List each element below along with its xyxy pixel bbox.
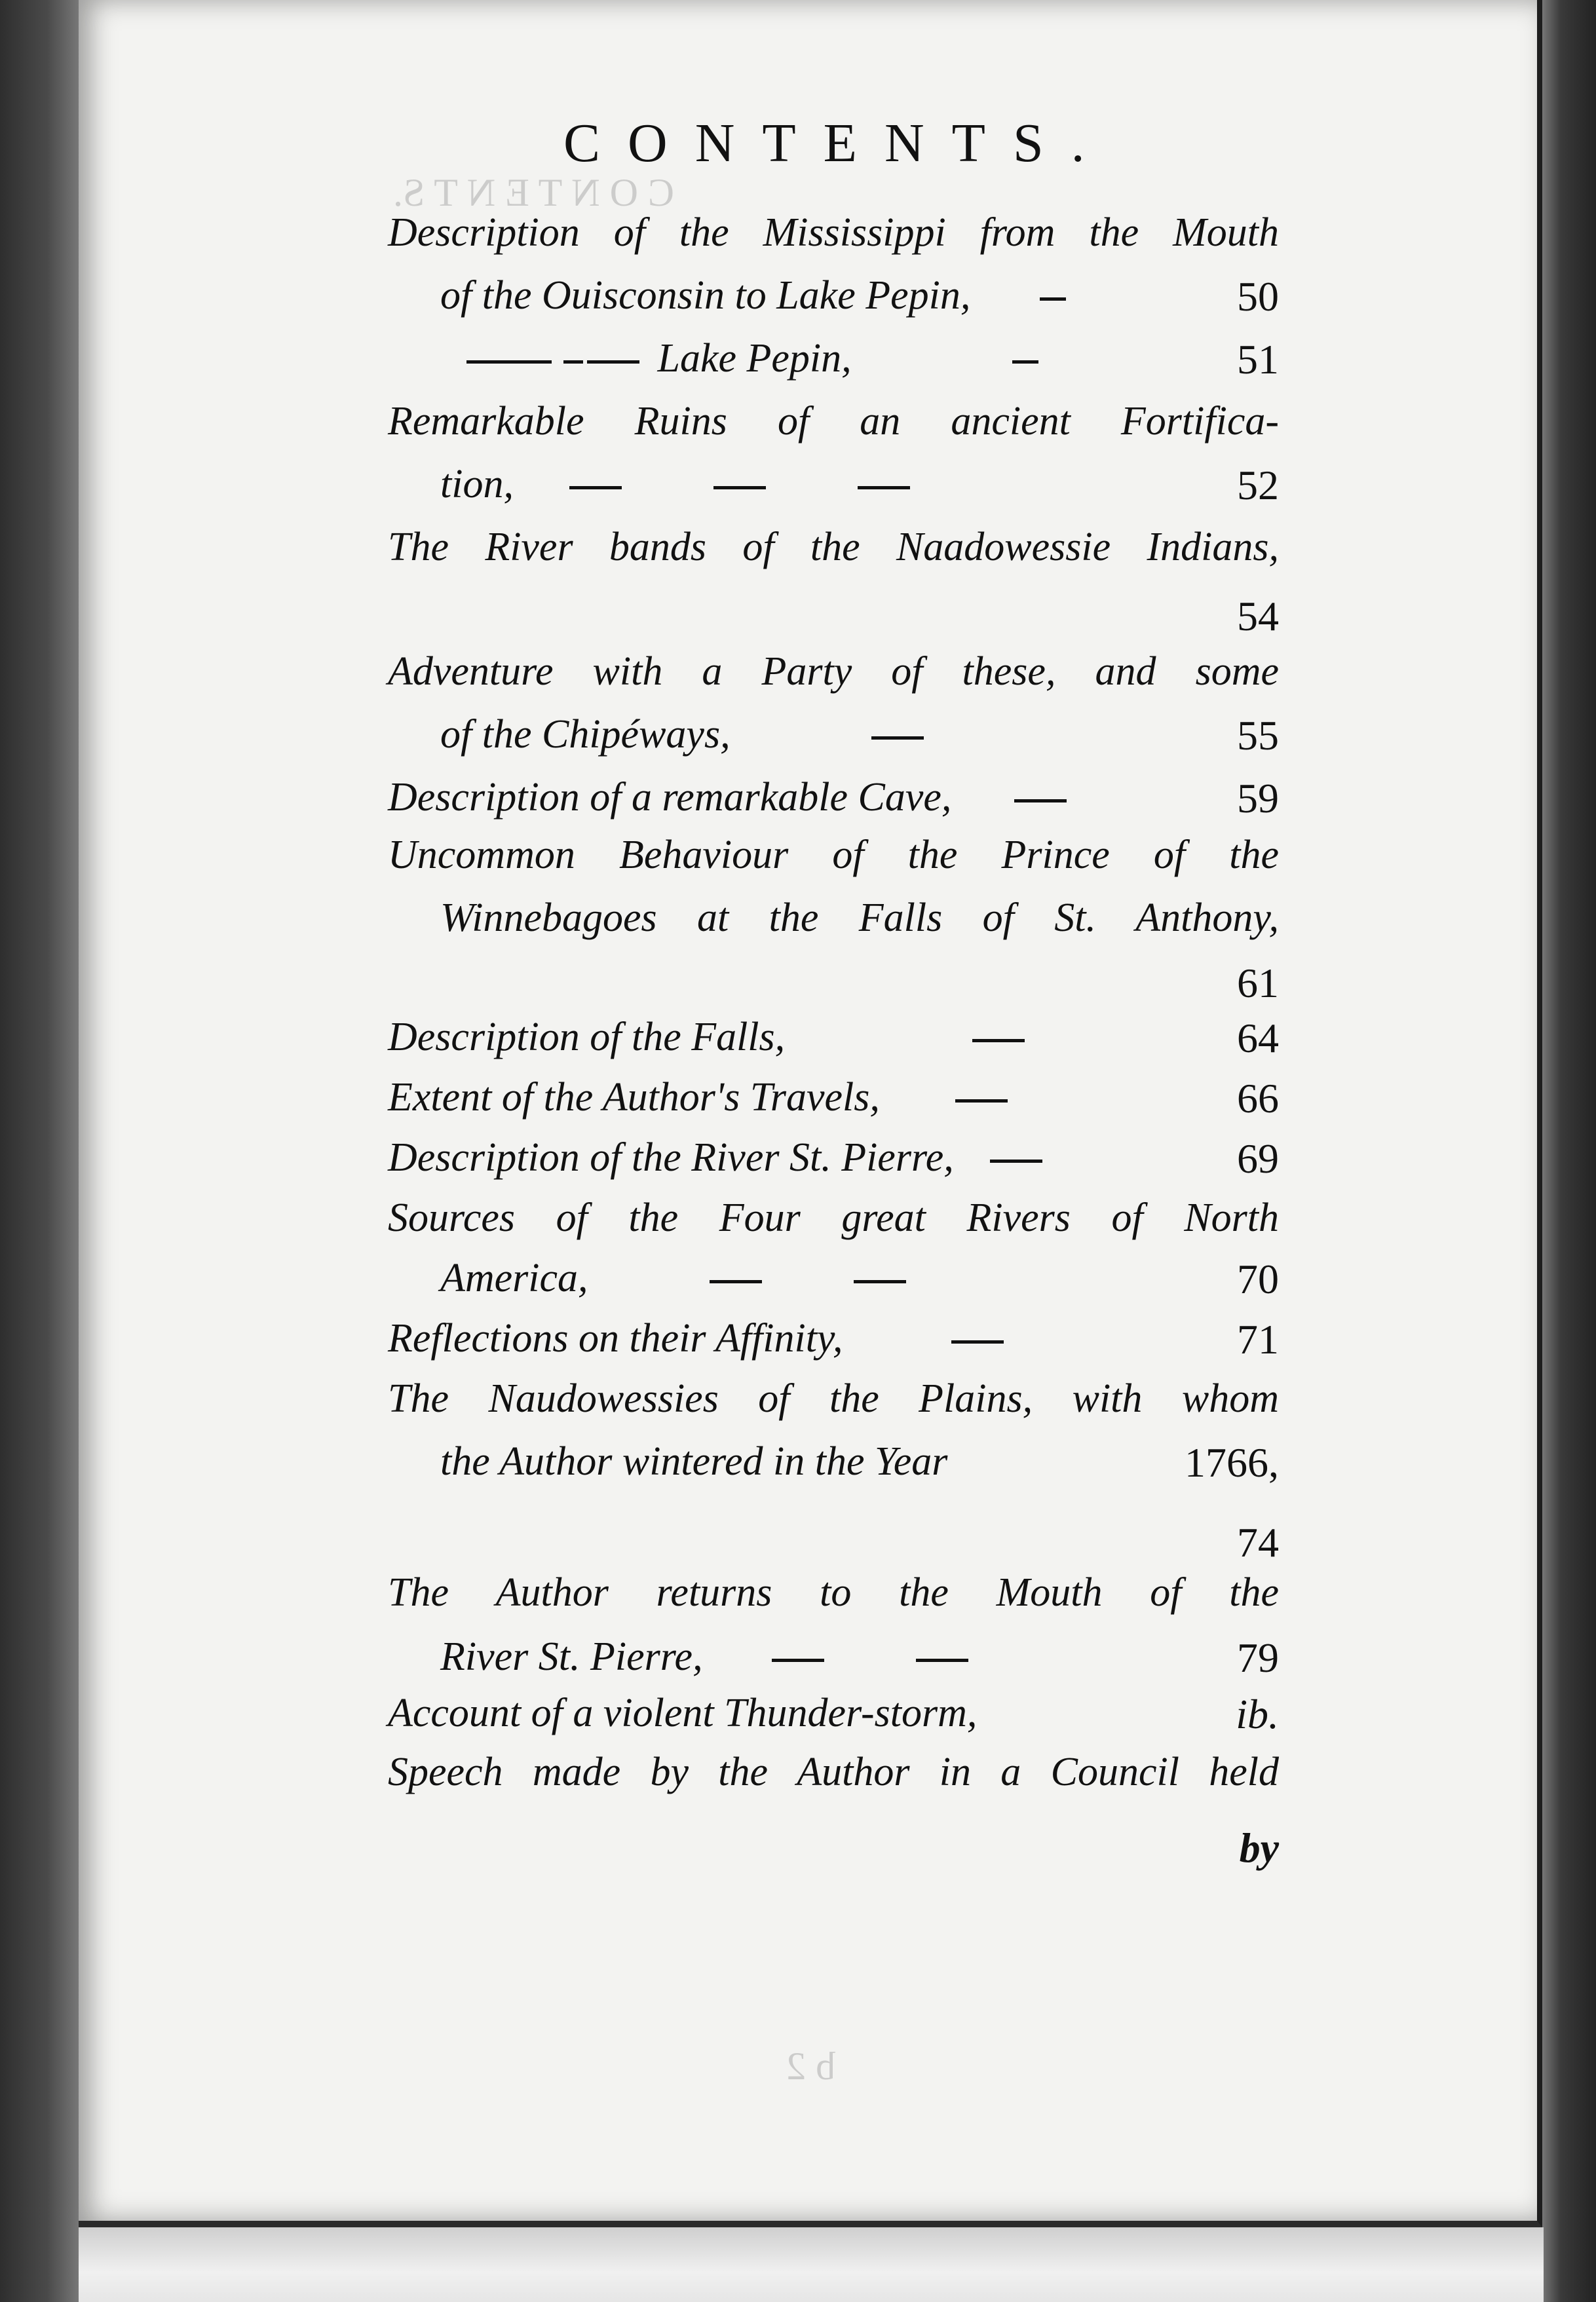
page-number: 69 (1237, 1135, 1279, 1182)
toc-entry-line: Remarkable Ruins of an ancient Fortifica- (388, 399, 1279, 443)
leader-dash (772, 1659, 824, 1662)
page-number: ib. (1236, 1691, 1279, 1737)
toc-entry-line (388, 959, 1279, 1011)
leader-dash (951, 1340, 1004, 1344)
page-heading: CONTENTS. (563, 113, 1112, 174)
page-number: 55 (1237, 712, 1279, 759)
toc-entry-line (440, 1634, 1279, 1680)
toc-entry-line (440, 273, 1279, 319)
toc-entry-line (388, 1074, 1279, 1121)
toc-entry-line: Winnebagoes at the Falls of St. Anthony, (440, 896, 1279, 940)
leader-dash (569, 486, 622, 489)
toc-entry-text: Reflections on their Affinity, (388, 1316, 843, 1361)
toc-entry-line: Adventure with a Party of these, and some (388, 649, 1279, 694)
toc-entry-line: Sources of the Four great Rivers of North (388, 1196, 1279, 1240)
toc-entry-line: Description of the Mississippi from the Mouth (388, 210, 1279, 255)
toc-entry-text: of the Ouisconsin to Lake Pepin, (440, 273, 971, 318)
year-text: 1766, (1185, 1439, 1279, 1486)
toc-entry-line (440, 1255, 1279, 1302)
toc-entry-line: The River bands of the Naadowessie Indians, (388, 525, 1279, 569)
toc-entry-line: The Author returns to the Mouth of the (388, 1570, 1279, 1615)
page-number: 74 (1237, 1519, 1279, 1566)
toc-entry-line (440, 461, 1279, 508)
toc-entry-text: America, (440, 1256, 588, 1300)
toc-entry-line: Speech made by the Author in a Council held (388, 1750, 1279, 1794)
toc-entry-text: River St. Pierre, (440, 1634, 703, 1679)
toc-entry-line (388, 774, 1279, 821)
toc-entry-text: Description of the Falls, (388, 1015, 786, 1059)
ditto-rule (563, 360, 583, 364)
toc-entry-line (388, 592, 1279, 645)
page-number: 79 (1237, 1634, 1279, 1681)
toc-entry-text: Description of the River St. Pierre, (388, 1135, 954, 1180)
page-number: 50 (1237, 273, 1279, 320)
leader-dash (1012, 360, 1038, 364)
leader-dash (916, 1659, 968, 1662)
page-number: 51 (1237, 336, 1279, 383)
toc-entry-line (388, 1519, 1279, 1571)
toc-entry-text: of the Chipéways, (440, 712, 731, 757)
show-through-text: C O N T E N T S. (393, 171, 674, 214)
page-number: 54 (1237, 593, 1279, 639)
toc-entry-line (388, 1824, 1279, 1876)
toc-entry-text: tion, (440, 462, 514, 506)
page-number: 52 (1237, 462, 1279, 508)
toc-entry-text: Extent of the Author's Travels, (388, 1075, 880, 1120)
toc-entry-line (388, 335, 1279, 382)
toc-entry-line (388, 1135, 1279, 1181)
page-number: 61 (1237, 960, 1279, 1006)
page-number: 64 (1237, 1015, 1279, 1061)
leader-dash (1040, 297, 1066, 301)
toc-entry-line: Uncommon Behaviour of the Prince of the (388, 833, 1279, 877)
page-number: 70 (1237, 1256, 1279, 1302)
ditto-rule (466, 360, 552, 364)
leader-dash (955, 1099, 1008, 1103)
leader-dash (1014, 799, 1067, 802)
toc-entry-text: Lake Pepin, (657, 336, 852, 381)
ditto-rule (587, 360, 639, 364)
toc-entry-line (388, 1014, 1279, 1061)
toc-entry-line (388, 1690, 1279, 1737)
page-number: 59 (1237, 775, 1279, 821)
toc-entry-text: the Author wintered in the Year (440, 1439, 948, 1484)
leader-dash (972, 1039, 1025, 1042)
toc-entry-text: Description of a remarkable Cave, (388, 775, 952, 820)
leader-dash (990, 1160, 1042, 1163)
toc-entry-line (440, 1439, 1279, 1485)
page-number: 71 (1237, 1316, 1279, 1363)
toc-entry-line (388, 1315, 1279, 1362)
leader-dash (854, 1280, 906, 1283)
toc-entry-line: The Naudowessies of the Plains, with whom (388, 1376, 1279, 1421)
leader-dash (710, 1280, 762, 1283)
leader-dash (871, 736, 924, 740)
show-through-text: b 2 (786, 2045, 835, 2088)
catchword: by (1239, 1824, 1279, 1871)
leader-dash (858, 486, 910, 489)
toc-entry-text: Account of a violent Thunder-storm, (388, 1691, 978, 1735)
page-number: 66 (1237, 1075, 1279, 1122)
leader-dash (713, 486, 766, 489)
toc-entry-line (440, 711, 1279, 758)
